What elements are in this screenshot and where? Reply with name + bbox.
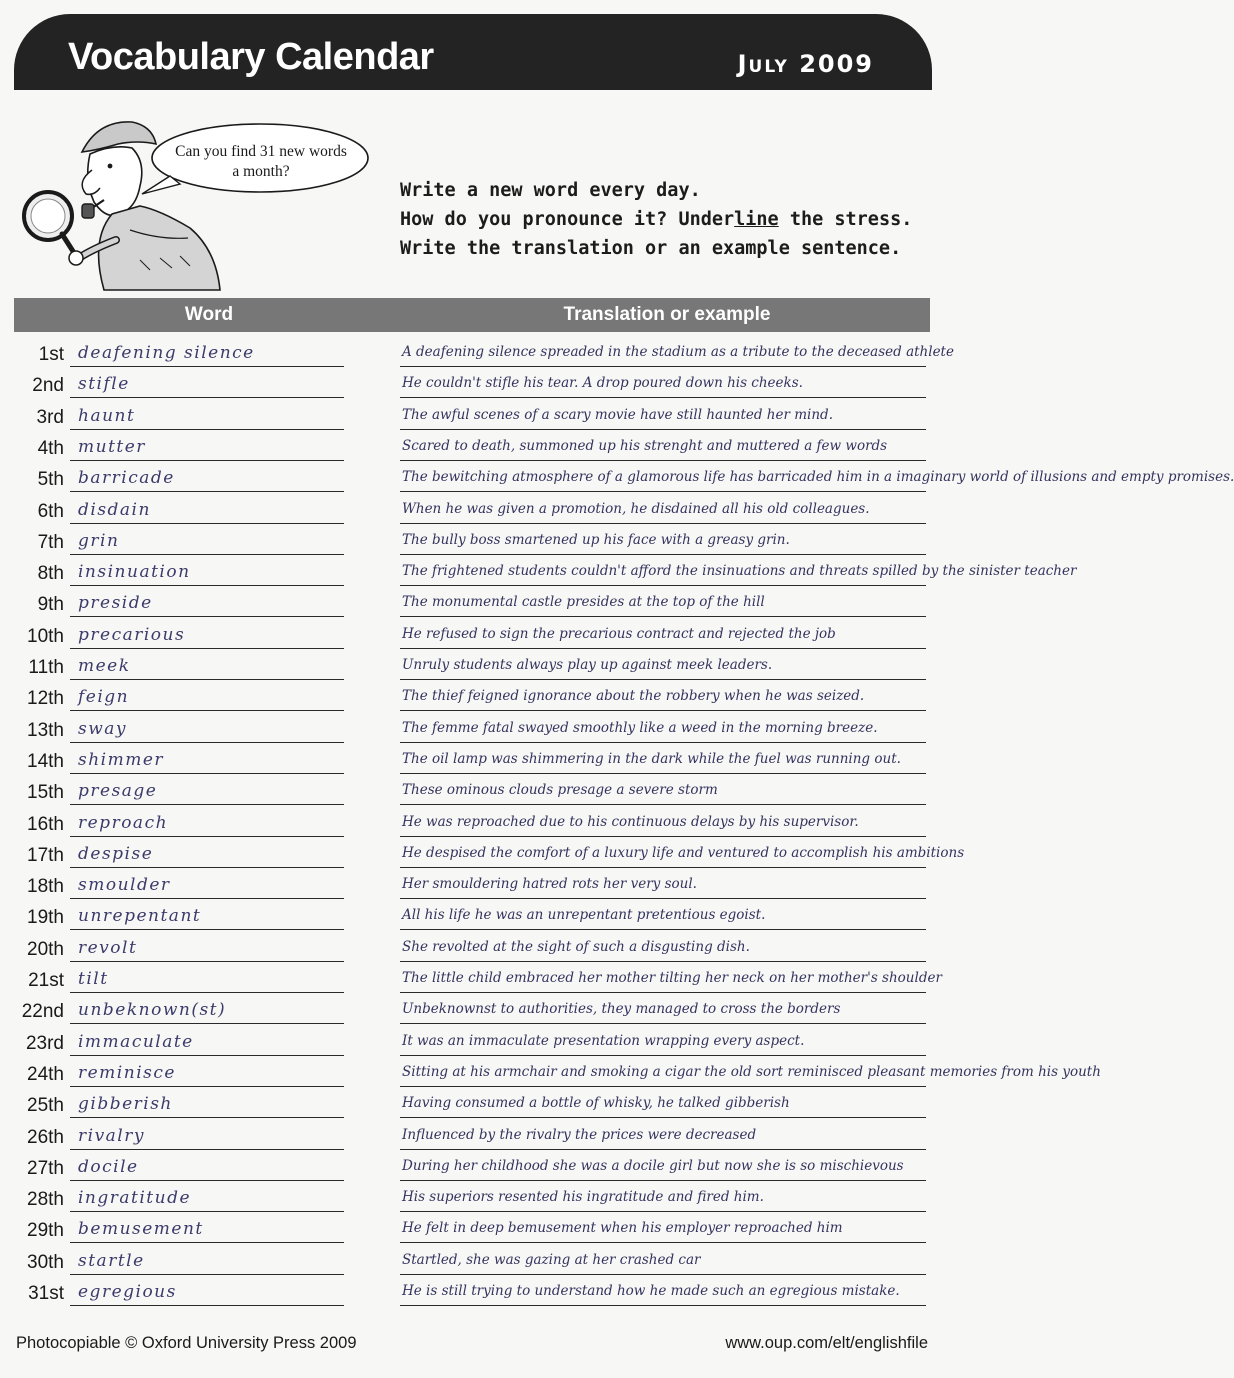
word-entry: deafening silence (78, 343, 255, 363)
example-entry: He couldn't stifle his tear. A drop poured down his cheeks. (402, 375, 803, 392)
example-entry: When he was given a promotion, he disdained all his old colleagues. (402, 500, 870, 517)
example-entry: The thief feigned ignorance about the robbery when he was seized. (402, 688, 865, 705)
example-entry: Unruly students always play up against meek leaders. (402, 657, 773, 673)
word-entry: egregious (78, 1282, 177, 1302)
example-entry: She revolted at the sight of such a disgusting dish. (402, 938, 750, 955)
calendar-row (0, 962, 1000, 993)
word-entry: startle (78, 1250, 145, 1271)
example-entry: He is still trying to understand how he made such an egregious mistake. (402, 1283, 900, 1299)
day-label: 26th (27, 1126, 64, 1148)
column-header-bar (14, 298, 930, 332)
word-entry: rivalry (78, 1125, 145, 1146)
month-label: July 2009 (737, 50, 874, 78)
column-header-word: Word (184, 304, 234, 325)
calendar-row (0, 868, 1000, 899)
website-url: www.oup.com/elt/englishfile (725, 1334, 928, 1352)
word-entry: bemusement (78, 1219, 204, 1240)
word-entry: unrepentant (78, 906, 202, 927)
example-entry: Sitting at his armchair and smoking a cigar the old sort reminisced pleasant memories from his youth (402, 1063, 1101, 1080)
word-entry: feign (78, 687, 130, 708)
example-entry: The awful scenes of a scary movie have still haunted her mind. (402, 406, 833, 423)
day-label: 1st (38, 344, 64, 365)
word-entry: insinuation (78, 562, 191, 583)
example-entry: The little child embraced her mother tilting her neck on her mother's shoulder (402, 970, 942, 986)
word-entry: despise (78, 843, 154, 864)
example-entry: The oil lamp was shimmering in the dark while the fuel was running out. (402, 750, 901, 767)
example-entry: Scared to death, summoned up his strenght and muttered a few words (402, 437, 888, 454)
calendar-row (0, 680, 1000, 711)
example-entry: Influenced by the rivalry the prices were decreased (402, 1126, 757, 1143)
example-entry: He was reproached due to his continuous delays by his supervisor. (402, 813, 859, 830)
calendar-row (0, 931, 1000, 962)
calendar-row (0, 555, 1077, 586)
word-entry: immaculate (78, 1031, 194, 1052)
example-entry: It was an immaculate presentation wrapping every aspect. (402, 1032, 805, 1049)
calendar-row (0, 524, 1000, 555)
word-entry: tilt (78, 969, 109, 989)
page-title: Vocabulary Calendar (68, 36, 434, 78)
day-label: 4th (37, 437, 64, 459)
calendar-row (0, 367, 1000, 398)
day-label: 28th (27, 1189, 64, 1211)
day-label: 21st (28, 970, 64, 991)
word-entry: grin (78, 530, 120, 551)
day-label: 19th (27, 907, 64, 929)
word-entry: mutter (78, 436, 146, 457)
day-label: 16th (27, 813, 64, 835)
day-label: 7th (37, 531, 64, 553)
word-line (70, 1305, 344, 1306)
day-label: 10th (27, 625, 64, 647)
example-entry: A deafening silence spreaded in the stadium as a tribute to the deceased athlete (402, 344, 954, 360)
calendar-row (0, 1087, 1000, 1118)
speech-bubble-text (162, 142, 360, 182)
day-label: 17th (27, 844, 64, 866)
example-entry: The frightened students couldn't afford the insinuations and threats spilled by the sinister teacher (402, 563, 1077, 580)
day-label: 23rd (25, 1032, 64, 1054)
instruction-1: Write a new word every day. (400, 180, 701, 201)
calendar-row (0, 899, 1000, 930)
word-entry: reminisce (78, 1062, 176, 1083)
word-entry: shimmer (78, 749, 165, 770)
instruction-2-underlined: line (734, 209, 779, 230)
example-line (400, 1305, 926, 1306)
calendar-row (0, 837, 1000, 868)
column-header-example: Translation or example (563, 304, 771, 325)
calendar-row (0, 1150, 1000, 1181)
word-entry: reproach (78, 812, 169, 833)
word-entry: docile (78, 1156, 139, 1177)
word-entry: disdain (78, 499, 151, 520)
instruction-3: Write the translation or an example sentence. (400, 238, 902, 259)
example-entry: Startled, she was gazing at her crashed car (402, 1251, 701, 1268)
calendar-row (0, 461, 1234, 492)
day-label: 22nd (21, 1001, 64, 1023)
example-entry: The monumental castle presides at the top of the hill (402, 594, 765, 611)
word-entry: preside (78, 593, 153, 614)
day-label: 18th (27, 876, 64, 898)
word-entry: gibberish (78, 1094, 173, 1115)
example-entry: His superiors resented his ingratitude and fired him. (402, 1189, 764, 1206)
day-label: 12th (27, 688, 64, 710)
calendar-row (0, 993, 1000, 1024)
example-entry: The bully boss smartened up his face with a greasy grin. (402, 531, 790, 548)
example-entry: All his life he was an unrepentant pretentious egoist. (402, 907, 766, 924)
day-label: 24th (27, 1063, 64, 1085)
day-label: 15th (27, 782, 64, 804)
example-entry: The femme fatal swayed smoothly like a weed in the morning breeze. (402, 719, 878, 736)
word-entry: stifle (78, 374, 130, 395)
example-entry: Unbeknownst to authorities, they managed to cross the borders (402, 1001, 841, 1018)
instruction-2-pre: How do you pronounce it? Under (400, 209, 735, 230)
calendar-row (0, 1244, 1000, 1275)
word-entry: unbeknown(st) (78, 1000, 227, 1021)
word-entry: meek (78, 656, 131, 676)
calendar-row (0, 586, 1000, 617)
word-entry: revolt (78, 937, 138, 958)
detective-illustration (20, 110, 380, 295)
calendar-row (0, 649, 1000, 680)
example-entry: He felt in deep bemusement when his employer reproached him (402, 1220, 843, 1237)
instruction-2-post: the stress. (778, 209, 913, 230)
day-label: 6th (37, 500, 64, 522)
day-label: 30th (27, 1251, 64, 1273)
bubble-line-1: Can you find 31 new words (175, 143, 347, 160)
bubble-line-2: a month? (232, 163, 290, 180)
calendar-row (0, 1056, 1101, 1087)
calendar-row (0, 1181, 1000, 1212)
day-label: 27th (27, 1157, 64, 1179)
example-entry: He despised the comfort of a luxury life and ventured to accomplish his ambitions (402, 844, 965, 861)
day-label: 25th (27, 1095, 64, 1117)
example-entry: Having consumed a bottle of whisky, he talked gibberish (402, 1095, 790, 1112)
calendar-row (0, 618, 1000, 649)
calendar-row (0, 712, 1000, 743)
day-label: 31st (28, 1283, 64, 1304)
calendar-row (0, 774, 1000, 805)
day-label: 20th (27, 938, 64, 960)
word-entry: sway (78, 718, 128, 739)
calendar-row (0, 1119, 1000, 1150)
example-entry: Her smouldering hatred rots her very soul. (402, 876, 697, 893)
word-entry: haunt (78, 405, 136, 426)
day-label: 11th (28, 657, 64, 678)
calendar-row (0, 430, 1000, 461)
instruction-2 (400, 205, 980, 234)
calendar-row (0, 743, 1000, 774)
word-entry: smoulder (78, 875, 171, 896)
day-label: 13th (27, 719, 64, 741)
example-entry: He refused to sign the precarious contract and rejected the job (402, 625, 836, 642)
example-entry: These ominous clouds presage a severe storm (402, 782, 718, 799)
day-label: 5th (37, 469, 64, 491)
word-entry: ingratitude (78, 1188, 192, 1209)
calendar-row (0, 399, 1000, 430)
instructions (400, 176, 980, 263)
calendar-row (0, 1025, 1000, 1056)
copyright-text: Photocopiable © Oxford University Press 2009 (16, 1334, 357, 1352)
header-banner (14, 14, 932, 90)
word-entry: precarious (78, 624, 186, 645)
day-label: 9th (37, 594, 64, 616)
example-entry: During her childhood she was a docile girl but now she is so mischievous (402, 1157, 904, 1174)
calendar-row (0, 493, 1000, 524)
word-entry: barricade (78, 468, 175, 489)
day-label: 2nd (32, 375, 64, 397)
day-label: 8th (37, 563, 64, 585)
day-label: 14th (27, 750, 64, 772)
example-entry: The bewitching atmosphere of a glamorous life has barricaded him in a imaginary world of illusions and empty promises. (402, 469, 1234, 486)
calendar-row (0, 336, 1000, 367)
calendar-row (0, 806, 1000, 837)
day-label: 3rd (36, 406, 64, 428)
calendar-row (0, 1275, 1000, 1306)
day-label: 29th (27, 1220, 64, 1242)
calendar-row (0, 1212, 1000, 1243)
word-entry: presage (78, 781, 158, 802)
